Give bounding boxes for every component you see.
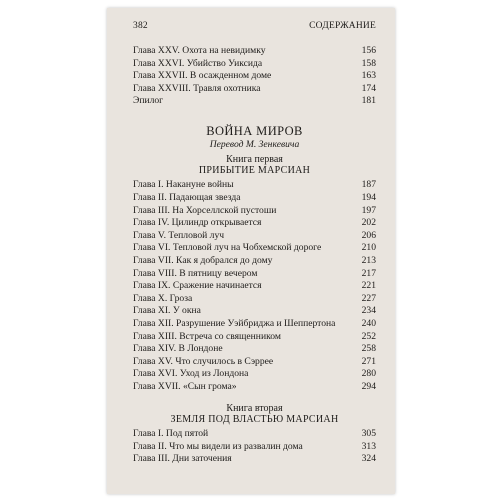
toc-entry — [133, 453, 376, 466]
toc-entry-label: Глава XIII. Встреча со священником — [133, 330, 281, 342]
toc-entry — [133, 192, 376, 205]
toc-entry — [133, 83, 376, 96]
toc-entry-page: 252 — [361, 330, 376, 342]
toc-entry-page: 324 — [361, 453, 376, 465]
work-title: ВОЙНА МИРОВ — [206, 123, 303, 138]
book-two-heading: Книга вторая — [226, 402, 283, 414]
page-header — [133, 21, 376, 31]
toc-entry — [133, 45, 376, 58]
translator-credit: Перевод М. Зенкевича — [209, 138, 300, 150]
toc-entry-page: 187 — [361, 179, 376, 191]
toc-entry — [133, 205, 376, 218]
toc-entry-page: 294 — [361, 380, 376, 392]
toc-entry — [133, 58, 376, 71]
toc-entry-label: Глава III. На Хорселлской пустоши — [133, 204, 277, 216]
toc-entry-label: Глава V. Тепловой луч — [133, 229, 225, 241]
toc-entry — [133, 179, 376, 192]
toc-entry-page: 202 — [361, 217, 376, 229]
toc-entry — [133, 280, 376, 293]
toc-entry-page: 258 — [361, 343, 376, 355]
toc-entry-label: Глава XIV. В Лондоне — [133, 343, 223, 355]
toc-entry-label: Глава II. Падающая звезда — [133, 192, 241, 204]
toc-entry-label: Эпилог — [133, 95, 164, 107]
toc-book-two — [133, 428, 376, 466]
toc-entry-label: Глава VIII. В пятницу вечером — [133, 267, 258, 279]
page-content — [133, 21, 376, 466]
toc-entry-label: Глава XVI. Уход из Лондона — [133, 368, 249, 380]
toc-entry-page: 227 — [361, 292, 376, 304]
toc-entry — [133, 318, 376, 331]
toc-entry-page: 280 — [361, 368, 376, 380]
toc-entry — [133, 368, 376, 381]
toc-entry-label: Глава X. Гроза — [133, 292, 193, 304]
toc-entry-page: 163 — [361, 70, 376, 82]
toc-entry — [133, 356, 376, 369]
toc-entry-label: Глава VI. Тепловой луч на Чобхемской дороге — [133, 242, 322, 254]
toc-entry — [133, 242, 376, 255]
toc-entry-page: 210 — [361, 242, 376, 254]
toc-entry — [133, 255, 376, 268]
page-number: 382 — [133, 21, 148, 31]
toc-entry-label: Глава XII. Разрушение Уэйбриджа и Шеппертона — [133, 318, 336, 329]
book-two-title: ЗЕМЛЯ ПОД ВЛАСТЬЮ МАРСИАН — [170, 413, 339, 425]
toc-entry-label: Глава XXVII. В осажденном доме — [133, 70, 272, 82]
toc-entry-page: 156 — [361, 45, 376, 56]
toc-entry-page: 305 — [361, 428, 376, 440]
toc-entry-page: 313 — [361, 440, 376, 452]
toc-book-one — [133, 179, 376, 393]
running-title: СОДЕРЖАНИЕ — [309, 21, 376, 31]
toc-entry — [133, 305, 376, 318]
toc-entry-page: 197 — [361, 204, 376, 216]
toc-entry-label: Глава IX. Сражение начинается — [133, 280, 262, 292]
toc-entry-label: Глава XV. Что случилось в Сэррее — [133, 355, 274, 367]
toc-entry-label: Глава XXVIII. Травля охотника — [133, 82, 261, 94]
toc-entry — [133, 95, 376, 108]
toc-entry-page: 240 — [361, 318, 376, 329]
toc-entry-label: Глава I. Накануне войны — [133, 179, 234, 191]
toc-entry-page: 158 — [361, 57, 376, 69]
toc-entry — [133, 230, 376, 243]
toc-entry-label: Глава II. Что мы видели из развалин дома — [133, 440, 303, 452]
toc-entry — [133, 428, 376, 441]
toc-entry-page: 234 — [361, 305, 376, 317]
toc-entry-page: 271 — [361, 355, 376, 367]
toc-previous-entries — [133, 45, 376, 108]
toc-entry — [133, 441, 376, 454]
toc-entry-label: Глава XXV. Охота на невидимку — [133, 45, 266, 56]
toc-entry-label: Глава IV. Цилиндр открывается — [133, 217, 262, 229]
toc-entry-page: 174 — [361, 82, 376, 94]
toc-entry — [133, 343, 376, 356]
toc-entry — [133, 293, 376, 306]
toc-entry — [133, 217, 376, 230]
toc-entry-label: Глава XVII. «Сын грома» — [133, 380, 237, 392]
toc-entry — [133, 70, 376, 83]
toc-entry-label: Глава III. Дни заточения — [133, 453, 232, 465]
toc-entry-page: 221 — [361, 280, 376, 292]
toc-entry — [133, 381, 376, 394]
book-page — [107, 8, 395, 494]
toc-entry-page: 217 — [361, 267, 376, 279]
toc-entry — [133, 268, 376, 281]
toc-entry-label: Глава XXVI. Убийство Уиксида — [133, 57, 263, 69]
book-one-title: ПРИБЫТИЕ МАРСИАН — [198, 164, 311, 176]
toc-entry-page: 181 — [361, 95, 376, 107]
toc-entry — [133, 331, 376, 344]
toc-entry-label: Глава XI. У окна — [133, 305, 201, 317]
toc-entry-page: 213 — [361, 255, 376, 267]
toc-entry-page: 206 — [361, 229, 376, 241]
toc-entry-page: 194 — [361, 192, 376, 204]
toc-entry-label: Глава I. Под пятой — [133, 428, 209, 440]
toc-entry-label: Глава VII. Как я добрался до дому — [133, 255, 273, 267]
book-one-heading: Книга первая — [226, 153, 283, 165]
